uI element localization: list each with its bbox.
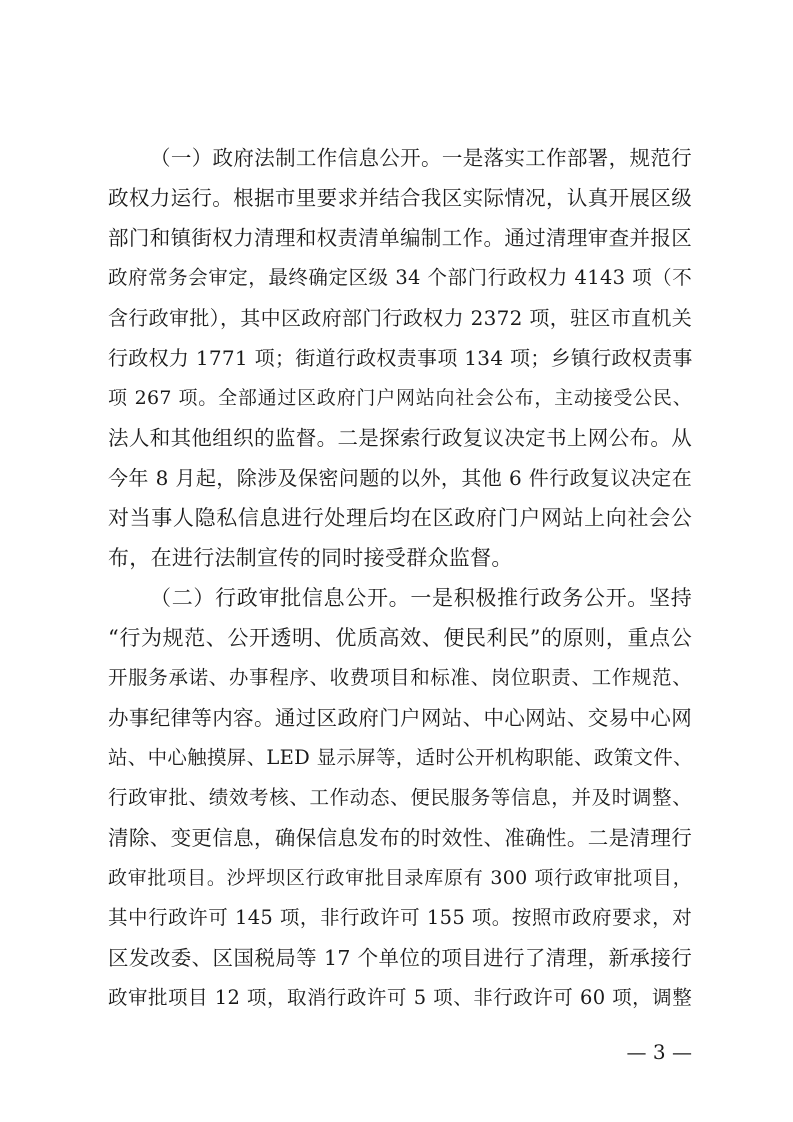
text-line: 站、中心触摸屏、LED 显示屏等，适时公开机构职能、政策文件、 — [108, 746, 693, 769]
text-line: 政审批项目。沙坪坝区行政审批目录库原有 300 项行政审批项目， — [108, 867, 692, 889]
text-line: “行为规范、公开透明、优质高效、便民利民”的原则，重点公 — [108, 626, 692, 650]
text-line: 法人和其他组织的监督。二是探索行政复议决定书上网公布。从 — [108, 426, 692, 450]
text-line: 项 267 项。全部通过区政府门户网站向社会公布，主动接受公民、 — [108, 387, 692, 409]
text-line: 含行政审批），其中区政府部门行政权力 2372 项，驻区市直机关 — [108, 306, 692, 330]
text-line: 清除、变更信息，确保信息发布的时效性、准确性。二是清理行 — [108, 826, 692, 850]
text-line: 布，在进行法制宣传的同时接受群众监督。 — [108, 546, 513, 570]
text-line: 开服务承诺、办事程序、收费项目和标准、岗位职责、工作规范、 — [108, 666, 692, 689]
text-line: 政权力运行。根据市里要求并结合我区实际情况，认真开展区级 — [108, 186, 692, 210]
text-line: 对当事人隐私信息进行处理后均在区政府门户网站上向社会公 — [108, 506, 692, 530]
text-line: 办事纪律等内容。通过区政府门户网站、中心网站、交易中心网 — [108, 706, 692, 730]
text-line: （一）政府法制工作信息公开。一是落实工作部署，规范行 — [150, 146, 692, 170]
text-line: 部门和镇街权力清理和权责清单编制工作。通过清理审查并报区 — [108, 226, 692, 250]
text-line: 行政审批、绩效考核、工作动态、便民服务等信息，并及时调整、 — [108, 786, 692, 809]
text-line: 其中行政许可 145 项，非行政许可 155 项。按照市政府要求，对 — [108, 906, 692, 929]
text-line: 政审批项目 12 项，取消行政许可 5 项、非行政许可 60 项，调整 — [108, 986, 692, 1009]
text-line: 政府常务会审定，最终确定区级 34 个部门行政权力 4143 项（不 — [108, 266, 692, 289]
text-line: 行政权力 1771 项；街道行政权责事项 134 项；乡镇行政权责事 — [108, 346, 693, 370]
text-line: 区发改委、区国税局等 17 个单位的项目进行了清理，新承接行 — [108, 946, 692, 970]
text-line: 今年 8 月起，除涉及保密问题的以外，其他 6 件行政复议决定在 — [108, 466, 692, 490]
text-line: （二）行政审批信息公开。一是积极推行政务公开。坚持 — [150, 586, 692, 610]
page-number: — 3 — — [626, 1040, 692, 1064]
